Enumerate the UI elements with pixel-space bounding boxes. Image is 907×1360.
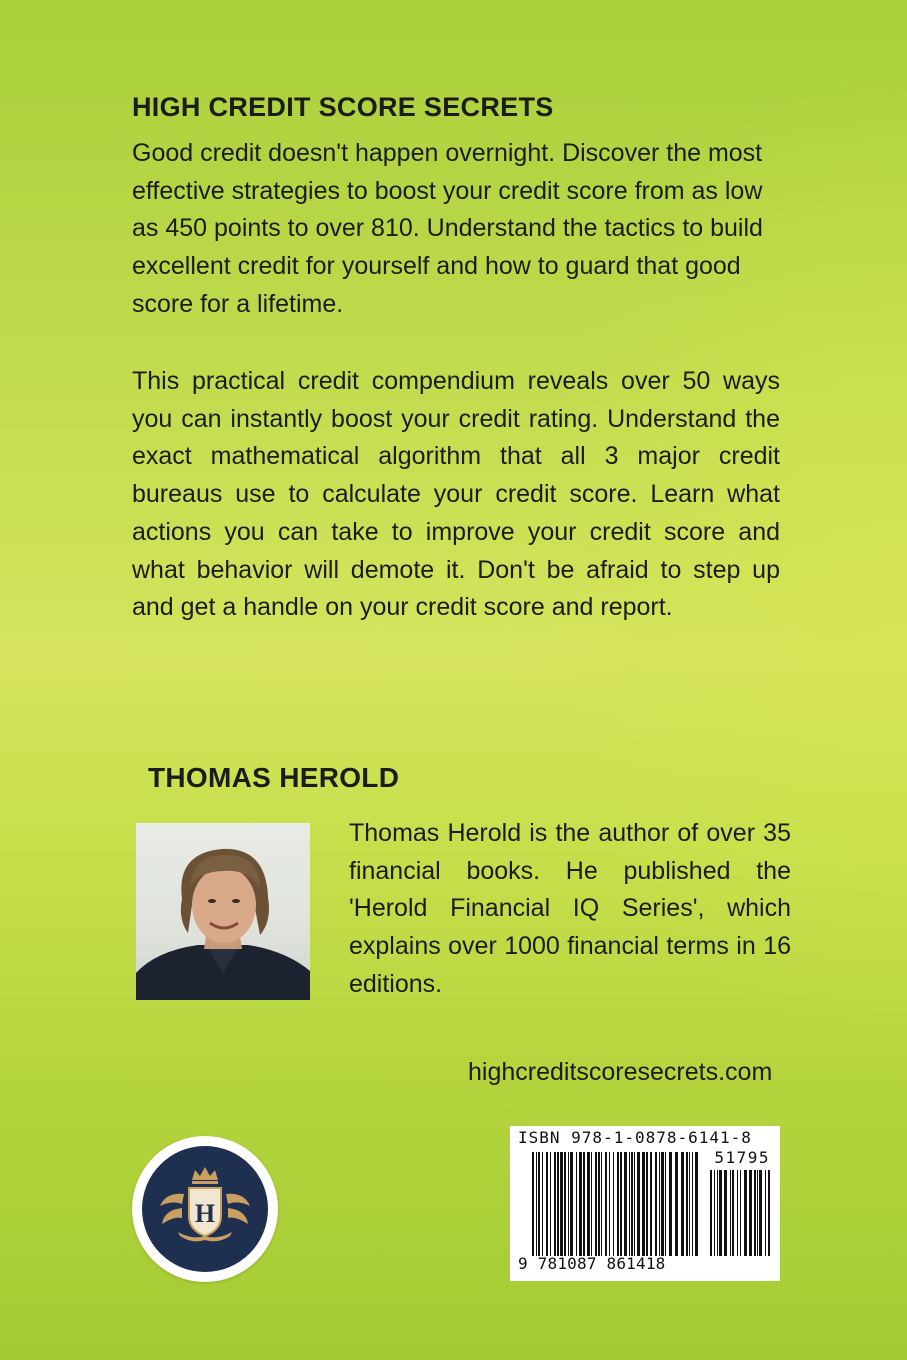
logo-letter: H [194, 1199, 216, 1228]
book-title: HIGH CREDIT SCORE SECRETS [132, 92, 554, 122]
website-url: highcreditscoresecrets.com [468, 1058, 773, 1086]
author-photo [136, 823, 310, 1000]
isbn-barcode [510, 1126, 780, 1281]
description-paragraph-1: Good credit doesn't happen overnight. Discover the most effective strategies to boost your credit score from as low as 450 points to over 810. Understand the tactics to build excellent credit for yourself and how to guard that good score for a lifetime. [132, 139, 763, 318]
barcode-digits: 9 781087 861418 [518, 1254, 666, 1273]
author-bio: Thomas Herold is the author of over 35 financial books. He published the 'Herold Financial IQ Series', which explains over 1000 financial terms in 16 editions. [349, 819, 791, 998]
description-paragraph-2: This practical credit compendium reveals over 50 ways you can instantly boost your credit rating. Understand the exact mathematical algorithm that all 3 major credit bureaus use to calculate your credit score. Learn what actions you can take to improve your credit score and what behavior will demote it. Don't be afraid to step up and get a handle on your credit score and report. [132, 367, 780, 622]
author-name: THOMAS HEROLD [148, 762, 400, 793]
publisher-logo [132, 1136, 278, 1282]
price-code: 51795 [714, 1148, 770, 1167]
isbn-label: ISBN 978-1-0878-6141-8 [518, 1128, 752, 1147]
